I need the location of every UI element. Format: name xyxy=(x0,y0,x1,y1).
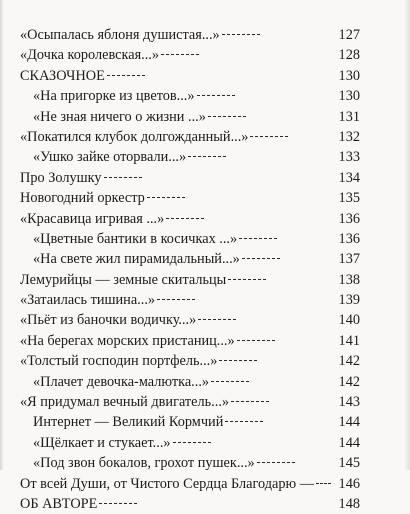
toc-entry-line xyxy=(33,249,280,269)
toc-entry-line xyxy=(20,494,137,514)
dot-leader xyxy=(161,53,199,55)
toc-entry-page-number: 144 xyxy=(338,414,360,431)
toc-entry xyxy=(0,351,410,371)
toc-entry-line xyxy=(20,209,204,229)
toc-entry-title: «Толстый господин портфель...» xyxy=(20,353,218,370)
toc-entry-page-number: 136 xyxy=(338,230,360,247)
dot-leader xyxy=(228,278,266,280)
toc-entry-page-number: 138 xyxy=(338,271,360,288)
dot-leader xyxy=(166,217,204,219)
toc-entry-page-number: 131 xyxy=(338,108,360,125)
dot-leader xyxy=(257,461,295,463)
toc-entry-title: «Цветные бантики в косичках ...» xyxy=(33,230,238,247)
toc-entry-page-number: 145 xyxy=(338,455,360,472)
toc-entry-page-number: 127 xyxy=(338,27,360,43)
toc-entry-page-number: 143 xyxy=(338,394,360,411)
toc-entry xyxy=(0,147,410,167)
toc-entry-line xyxy=(33,372,249,392)
toc-entry-title: «Затаилась тишина...» xyxy=(20,292,156,309)
toc-entry-line xyxy=(20,290,195,310)
toc-entry xyxy=(0,45,410,65)
dot-leader xyxy=(250,135,288,137)
toc-entry xyxy=(0,433,410,453)
toc-entry-title: От всей Души, от Чистого Сердца Благодарю — xyxy=(20,475,315,492)
toc-entry-line xyxy=(20,66,145,86)
toc-entry-title: «На пригорке из цветов...» xyxy=(33,88,195,105)
toc-entry xyxy=(0,209,410,229)
toc-entry-page-number: 130 xyxy=(338,88,360,105)
dot-leader xyxy=(225,420,263,422)
toc-entry-title: «Не зная ничего о жизни ...» xyxy=(33,108,206,125)
toc-entry-title: СКАЗОЧНОЕ xyxy=(20,67,105,84)
toc-entry-title: Интернет — Великий Кормчий xyxy=(33,414,224,431)
toc-entry-title: Лемурийцы — земные скитальцы xyxy=(20,271,227,288)
toc-entry-line xyxy=(20,25,260,45)
toc-entry-page-number: 148 xyxy=(338,495,360,512)
toc-entry xyxy=(0,372,410,392)
toc-entry xyxy=(0,494,410,514)
dot-leader xyxy=(231,400,269,402)
toc-entry xyxy=(0,188,410,208)
toc-entry-line xyxy=(20,45,199,65)
dot-leader xyxy=(237,339,275,341)
toc-entry-line xyxy=(33,147,226,167)
toc-entry-title: «Плачет девочка-малютка...» xyxy=(33,373,210,390)
toc-entry-page-number: 134 xyxy=(338,169,360,186)
table-of-contents xyxy=(0,25,410,514)
dot-leader xyxy=(157,298,195,300)
toc-entry-line xyxy=(20,310,236,330)
toc-entry xyxy=(0,453,410,473)
toc-entry-title: Новогодний оркестр xyxy=(20,190,145,207)
toc-entry-line xyxy=(20,351,257,371)
toc-entry-page-number: 139 xyxy=(338,292,360,309)
dot-leader xyxy=(99,502,137,504)
toc-entry-title: «Дочка королевская...» xyxy=(20,47,160,64)
toc-entry-line xyxy=(33,412,263,432)
toc-entry-line xyxy=(20,168,142,188)
dot-leader xyxy=(211,380,249,382)
toc-entry-page-number: 133 xyxy=(338,149,360,166)
dot-leader xyxy=(242,257,280,259)
dot-leader xyxy=(197,94,235,96)
toc-entry xyxy=(0,66,410,86)
toc-entry-page-number: 142 xyxy=(338,373,360,390)
toc-entry-line xyxy=(20,127,288,147)
dot-leader xyxy=(222,33,260,35)
toc-entry xyxy=(0,392,410,412)
toc-entry-line xyxy=(33,229,277,249)
toc-entry-title: Про Золушку xyxy=(20,169,102,186)
dot-leader xyxy=(208,115,246,117)
dot-leader xyxy=(104,176,142,178)
dot-leader xyxy=(239,237,277,239)
dot-leader xyxy=(107,74,145,76)
toc-entry-page-number: 142 xyxy=(338,353,360,370)
toc-entry xyxy=(0,127,410,147)
toc-entry-title: «Щёлкает и стукает...» xyxy=(33,434,171,451)
toc-entry xyxy=(0,107,410,127)
toc-entry xyxy=(0,270,410,290)
toc-entry-page-number: 136 xyxy=(338,210,360,227)
toc-entry-page-number: 135 xyxy=(338,190,360,207)
toc-entry-page-number: 141 xyxy=(338,332,360,349)
toc-entry-line xyxy=(33,453,295,473)
dot-leader xyxy=(198,318,236,320)
toc-entry-line xyxy=(20,392,269,412)
toc-entry-page-number: 132 xyxy=(338,128,360,145)
dot-leader xyxy=(147,196,185,198)
dot-leader xyxy=(316,482,330,484)
toc-entry-title: «На берегах морских пристаниц...» xyxy=(20,332,235,349)
toc-entry-page-number: 144 xyxy=(338,434,360,451)
toc-entry-title: «Покатился клубок долгожданный...» xyxy=(20,128,249,145)
toc-entry xyxy=(0,290,410,310)
toc-entry-line xyxy=(33,86,235,106)
toc-entry-title: «На свете жил пирамидальный...» xyxy=(33,251,240,268)
dot-leader xyxy=(219,359,257,361)
toc-entry-line xyxy=(33,107,246,127)
toc-entry-page-number: 146 xyxy=(338,475,360,492)
dot-leader xyxy=(173,441,211,443)
toc-entry-page-number: 128 xyxy=(338,47,360,64)
toc-entry-line xyxy=(20,331,275,351)
toc-entry-title: «Пьёт из баночки водичку...» xyxy=(20,312,197,329)
toc-entry xyxy=(0,310,410,330)
toc-entry xyxy=(0,249,410,269)
toc-entry xyxy=(0,168,410,188)
toc-entry xyxy=(0,86,410,106)
toc-entry-page-number: 137 xyxy=(338,251,360,268)
toc-entry xyxy=(0,229,410,249)
toc-entry xyxy=(0,25,410,45)
toc-entry-title: «Ушко зайке оторвали...» xyxy=(33,149,187,166)
toc-entry xyxy=(0,331,410,351)
toc-entry-page-number: 140 xyxy=(338,312,360,329)
toc-entry-line xyxy=(20,270,266,290)
toc-entry-title: «Осыпалась яблоня душистая...» xyxy=(20,27,220,43)
toc-entry-title: «Под звон бокалов, грохот пушек...» xyxy=(33,455,255,472)
toc-entry xyxy=(0,412,410,432)
toc-entry-title: ОБ АВТОРЕ xyxy=(20,495,98,512)
toc-entry-title: «Я придумал вечный двигатель...» xyxy=(20,394,230,411)
toc-entry-page-number: 130 xyxy=(338,67,360,84)
toc-entry-line xyxy=(20,474,331,494)
toc-entry-title: «Красавица игривая ...» xyxy=(20,210,165,227)
toc-entry-line xyxy=(20,188,185,208)
dot-leader xyxy=(188,155,226,157)
toc-entry xyxy=(0,474,410,494)
toc-entry-line xyxy=(33,433,211,453)
